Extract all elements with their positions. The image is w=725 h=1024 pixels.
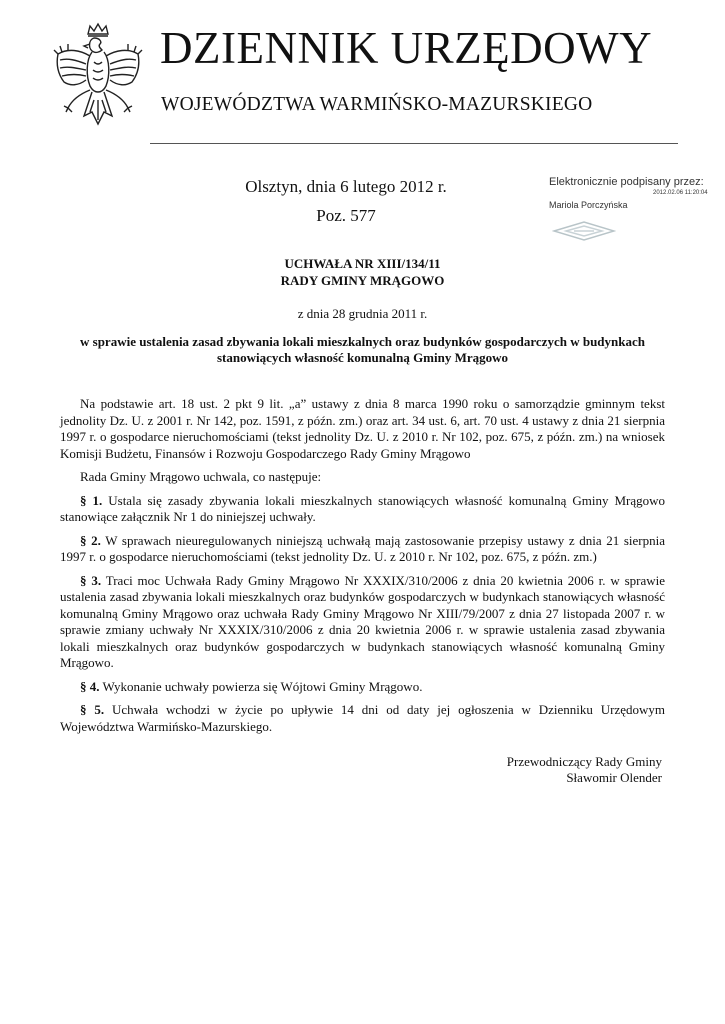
resolution-body-text xyxy=(60,396,665,742)
journal-title: DZIENNIK URZĘDOWY xyxy=(160,23,653,73)
header-divider xyxy=(150,143,678,144)
publication-date: Olsztyn, dnia 6 lutego 2012 r. xyxy=(245,177,447,196)
eagle-emblem-icon xyxy=(50,20,146,150)
resolution-date: z dnia 28 grudnia 2011 r. xyxy=(297,306,428,321)
section xyxy=(60,573,665,672)
section-label: § 5. xyxy=(80,702,105,717)
journal-subtitle: WOJEWÓDZTWA WARMIŃSKO-MAZURSKIEGO xyxy=(161,94,593,115)
chair-signature xyxy=(440,754,662,786)
section-label: § 4. xyxy=(80,678,100,694)
section-label: § 2. xyxy=(80,532,101,548)
signature-name: Mariola Porczyńska xyxy=(549,200,628,210)
intro: Rada Gminy Mrągowo uchwala, co następuje: xyxy=(80,469,322,484)
signature-label: Elektronicznie podpisany przez: xyxy=(549,176,704,188)
position-number: Poz. 577 xyxy=(316,206,376,225)
electronic-signature xyxy=(549,176,709,246)
section-text: Wykonanie uchwały powierza się Wójtowi Gminy Mrągowo. xyxy=(102,678,423,694)
section-label: § 1. xyxy=(80,492,103,508)
section-text: W sprawach nieuregulowanych niniejszą uchwałą mają zastosowanie przepisy ustawy z dnia 21 sierpnia 1997 r. o gospodarce nieruchomościami (tekst jednolity Dz. U. z 2010 r. Nr 102, poz. 675, z późn. zm.) xyxy=(60,532,666,564)
section-text: Traci moc Uchwała Rady Gminy Mrągowo Nr XXXIX/310/2006 z dnia 20 kwietnia 2006 r. w sprawie ustalenia zasad zbywania lokali mieszkalnych oraz budynków gospodarczych w budynkach stanowiących własność komunalną Gminy Mrągowo oraz uchwała Rady Gminy Mrągowo Nr XIII/79/2007 z dnia 27 listopada 2007 r. w sprawie zmiany uchwały Nr XXXIX/310/2006 z dnia 20 kwietnia 2006 r. w sprawie ustalenia zasad zbywania lokali mieszkalnych oraz budynków gospodarczych w budynkach stanowiących własność komunalną Gminy Mrągowo. xyxy=(60,572,666,670)
resolution-body: RADY GMINY MRĄGOWO xyxy=(280,273,445,288)
section xyxy=(60,493,665,526)
signature-timestamp: 2012.02.06 11:20:04 xyxy=(653,190,708,196)
resolution-header xyxy=(0,255,725,289)
section xyxy=(60,533,665,566)
section xyxy=(60,702,665,735)
resolution-subject: w sprawie ustalenia zasad zbywania lokali mieszkalnych oraz budynków gospodarczych w budynkach stanowiących własność komunalną Gminy Mrągowo xyxy=(80,334,645,365)
section xyxy=(60,679,665,696)
section-label: § 3. xyxy=(80,572,102,588)
section-text: Ustala się zasady zbywania lokali mieszkalnych stanowiących własność komunalną Gminy Mrągowo stanowiące załącznik Nr 1 do niniejszej uchwały. xyxy=(60,492,665,524)
chair-name: Sławomir Olender xyxy=(566,770,662,785)
preamble: Na podstawie art. 18 ust. 2 pkt 9 lit. „a” ustawy z dnia 8 marca 1990 roku o samorządzie gminnym tekst jednolity Dz. U. z 2001 r. Nr 142, poz. 1591, z późn. zm.) oraz art. 34 ust. 6, art. 70 ust. 4 ustawy z dnia 21 sierpnia 1997 r. o gospodarce nieruchomościami (tekst jednolity Dz. U. z 2010 r. Nr 102, poz. 675, z późn. zm.) na wniosek Komisji Budżetu, Finansów i Rozwoju Gospodarczego Rady Gminy Mrągowo xyxy=(60,396,665,461)
section-text: Uchwała wchodzi w życie po upływie 14 dni od daty jej ogłoszenia w Dzienniku Urzędowym Województwa Warmińsko-Mazurskiego. xyxy=(60,702,666,734)
signature-logo-icon xyxy=(552,220,616,242)
resolution-number: UCHWAŁA NR XIII/134/11 xyxy=(284,256,441,271)
chair-title: Przewodniczący Rady Gminy xyxy=(506,754,662,769)
